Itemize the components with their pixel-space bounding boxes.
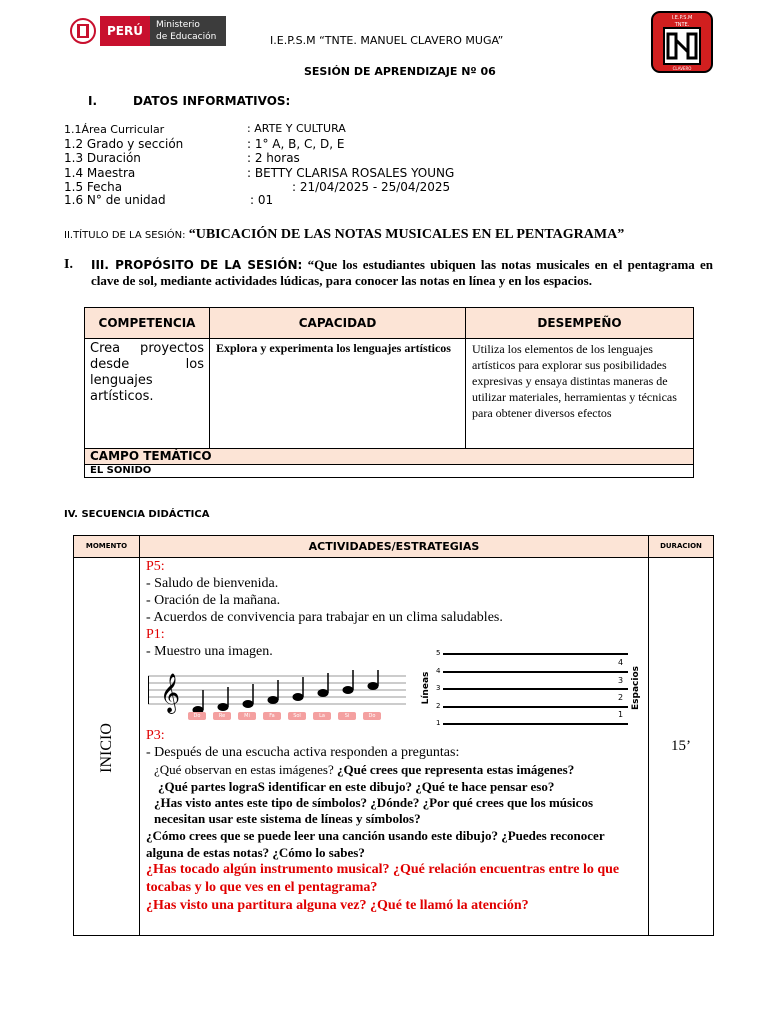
note-label: Re	[213, 712, 231, 720]
note-label: Mi	[238, 712, 256, 720]
duracion-value: 15’	[671, 738, 691, 754]
datos-row	[64, 137, 544, 152]
competencia-table	[84, 307, 694, 478]
datos-value: : ARTE Y CULTURA	[247, 122, 346, 135]
header-actividades: ACTIVIDADES/ESTRATEGIAS	[140, 536, 649, 558]
datos-row	[64, 122, 544, 137]
p3-label: P3:	[146, 728, 165, 743]
list-item: - Saludo de bienvenida.	[146, 576, 279, 591]
datos-heading-number: I.	[88, 94, 98, 108]
school-name: I.E.P.S.M “TNTE. MANUEL CLAVERO MUGA”	[270, 34, 504, 47]
datos-row	[64, 151, 544, 166]
datos-heading: DATOS INFORMATIVOS:	[133, 94, 291, 108]
p5-label: P5:	[146, 559, 165, 574]
capacidad-cell: Explora y experimenta los lenguajes artísticos	[210, 339, 466, 449]
actividades-content	[146, 558, 644, 660]
datos-label: 1.3 Duración	[64, 151, 141, 165]
list-item: - Oración de la mañana.	[146, 593, 281, 608]
note-label: Fa	[263, 712, 281, 720]
line-number: 4	[436, 667, 441, 675]
datos-label: 1.1Área Curricular	[64, 123, 165, 136]
topic-label: II.TÍTULO DE LA SESIÓN:	[64, 230, 189, 241]
treble-clef-icon: 𝄞	[160, 673, 181, 713]
session-topic	[64, 223, 624, 243]
momento-inicio: INICIO	[98, 723, 115, 773]
desempeno-cell: Utiliza los elementos de los lenguajes artísticos para explorar sus posibilidades expresivas y ensaya distintas maneras de utilizar materiales, herramientas y técnicas para obtener diversos efectos	[466, 339, 694, 449]
proposito-label: III. PROPÓSITO DE LA SESIÓN:	[91, 258, 303, 272]
question: ¿Has visto antes este tipo de símbolos? ¿Dónde? ¿Por qué crees que los músicos necesitan usar este sistema de líneas y símbolos?	[154, 795, 593, 826]
datos-label: 1.2 Grado y sección	[64, 136, 184, 151]
campo-tematico-label: CAMPO TEMÁTICO	[85, 449, 694, 465]
note-label: La	[313, 712, 331, 720]
datos-value: : 1° A, B, C, D, E	[247, 136, 345, 151]
question: ¿Cómo crees que se puede leer una canción usando este dibujo? ¿Puedes reconocer alguna de estas notas? ¿Cómo lo sabes?	[146, 828, 605, 860]
line-number: 3	[436, 684, 441, 692]
p3-content	[146, 727, 644, 915]
badge-mid-text: TNTE.	[674, 22, 690, 28]
datos-label: 1.6 N° de unidad	[64, 193, 166, 207]
actividades-cell	[140, 558, 649, 936]
duracion-cell	[649, 558, 714, 936]
proposito-text	[91, 257, 713, 289]
peru-label: PERÚ	[100, 16, 150, 46]
header-momento: MOMENTO	[74, 536, 140, 558]
datos-value: : 2 horas	[247, 151, 300, 165]
note-labels	[188, 712, 428, 720]
badge-top-text: I.E.P.S.M	[671, 15, 693, 21]
topic-value: “UBICACIÓN DE LAS NOTAS MUSICALES EN EL PENTAGRAMA”	[188, 227, 625, 242]
secuencia-heading: IV. SECUENCIA DIDÁCTICA	[64, 509, 210, 520]
space-number: 1	[618, 710, 624, 719]
datos-value: : BETTY CLARISA ROSALES YOUNG	[247, 165, 455, 180]
datos-value: : 21/04/2025 - 25/04/2025	[292, 180, 451, 194]
line-number: 2	[436, 702, 441, 710]
badge-bottom-text: CLAVERO	[672, 66, 692, 71]
question: ¿Qué observan en estas imágenes? ¿Qué crees que representa estas imágenes?	[154, 762, 575, 777]
space-number: 2	[618, 693, 624, 702]
peru-shield-icon	[68, 16, 98, 46]
header-competencia: COMPETENCIA	[85, 308, 210, 339]
question-red: ¿Has visto una partitura alguna vez? ¿Qué te llamó la atención?	[146, 898, 529, 913]
question: ¿Qué partes lograS identificar en este dibujo? ¿Qué te hace pensar eso?	[158, 779, 555, 794]
lines-spaces-diagram	[423, 648, 645, 728]
espacios-label: Espacios	[631, 666, 641, 710]
datos-row	[64, 193, 544, 208]
campo-tematico-value: EL SONIDO	[85, 465, 694, 478]
momento-cell	[74, 558, 140, 936]
proposito-number: I.	[64, 257, 73, 272]
treble-staff-image	[148, 670, 406, 720]
lineas-label: Líneas	[421, 671, 431, 705]
datos-list	[64, 122, 544, 208]
list-item: - Acuerdos de convivencia para trabajar en un clima saludables.	[146, 610, 503, 625]
note-label: Si	[338, 712, 356, 720]
proposito-body: “Que los estudiantes ubiquen las notas musicales en el pentagrama en clave de sol, mediante actividades lúdicas, para conocer las notas en línea y en los espacios.	[91, 257, 713, 288]
note-label: Do	[363, 712, 381, 720]
list-item: - Muestro una imagen.	[146, 644, 273, 659]
datos-label: 1.5 Fecha	[64, 180, 123, 194]
line-number: 5	[436, 649, 441, 657]
secuencia-table	[73, 535, 714, 936]
question-red: ¿Has tocado algún instrumento musical? ¿Qué relación encuentras entre lo que tocabas y lo que ves en el pentagrama?	[146, 862, 620, 895]
competencia-cell: Crea proyectos desde los lenguajes artísticos.	[85, 339, 210, 449]
minedu-logo	[68, 14, 228, 48]
space-number: 4	[618, 658, 624, 667]
school-badge	[650, 10, 714, 74]
space-number: 3	[618, 676, 624, 685]
header-desempeno: DESEMPEÑO	[466, 308, 694, 339]
datos-value: : 01	[250, 193, 274, 207]
note-label: Do	[188, 712, 206, 720]
header-capacidad: CAPACIDAD	[210, 308, 466, 339]
list-item: - Después de una escucha activa responden a preguntas:	[146, 745, 460, 760]
line-number: 1	[436, 719, 441, 727]
datos-row	[64, 180, 544, 193]
datos-row	[64, 166, 544, 181]
datos-label: 1.4 Maestra	[64, 165, 136, 180]
note-label: Sol	[288, 712, 306, 720]
header-duracion: DURACION	[649, 536, 714, 558]
p1-label: P1:	[146, 627, 165, 642]
session-title: SESIÓN DE APRENDIZAJE Nº 06	[304, 65, 496, 78]
ministry-label: Ministerio de Educación	[150, 16, 226, 46]
